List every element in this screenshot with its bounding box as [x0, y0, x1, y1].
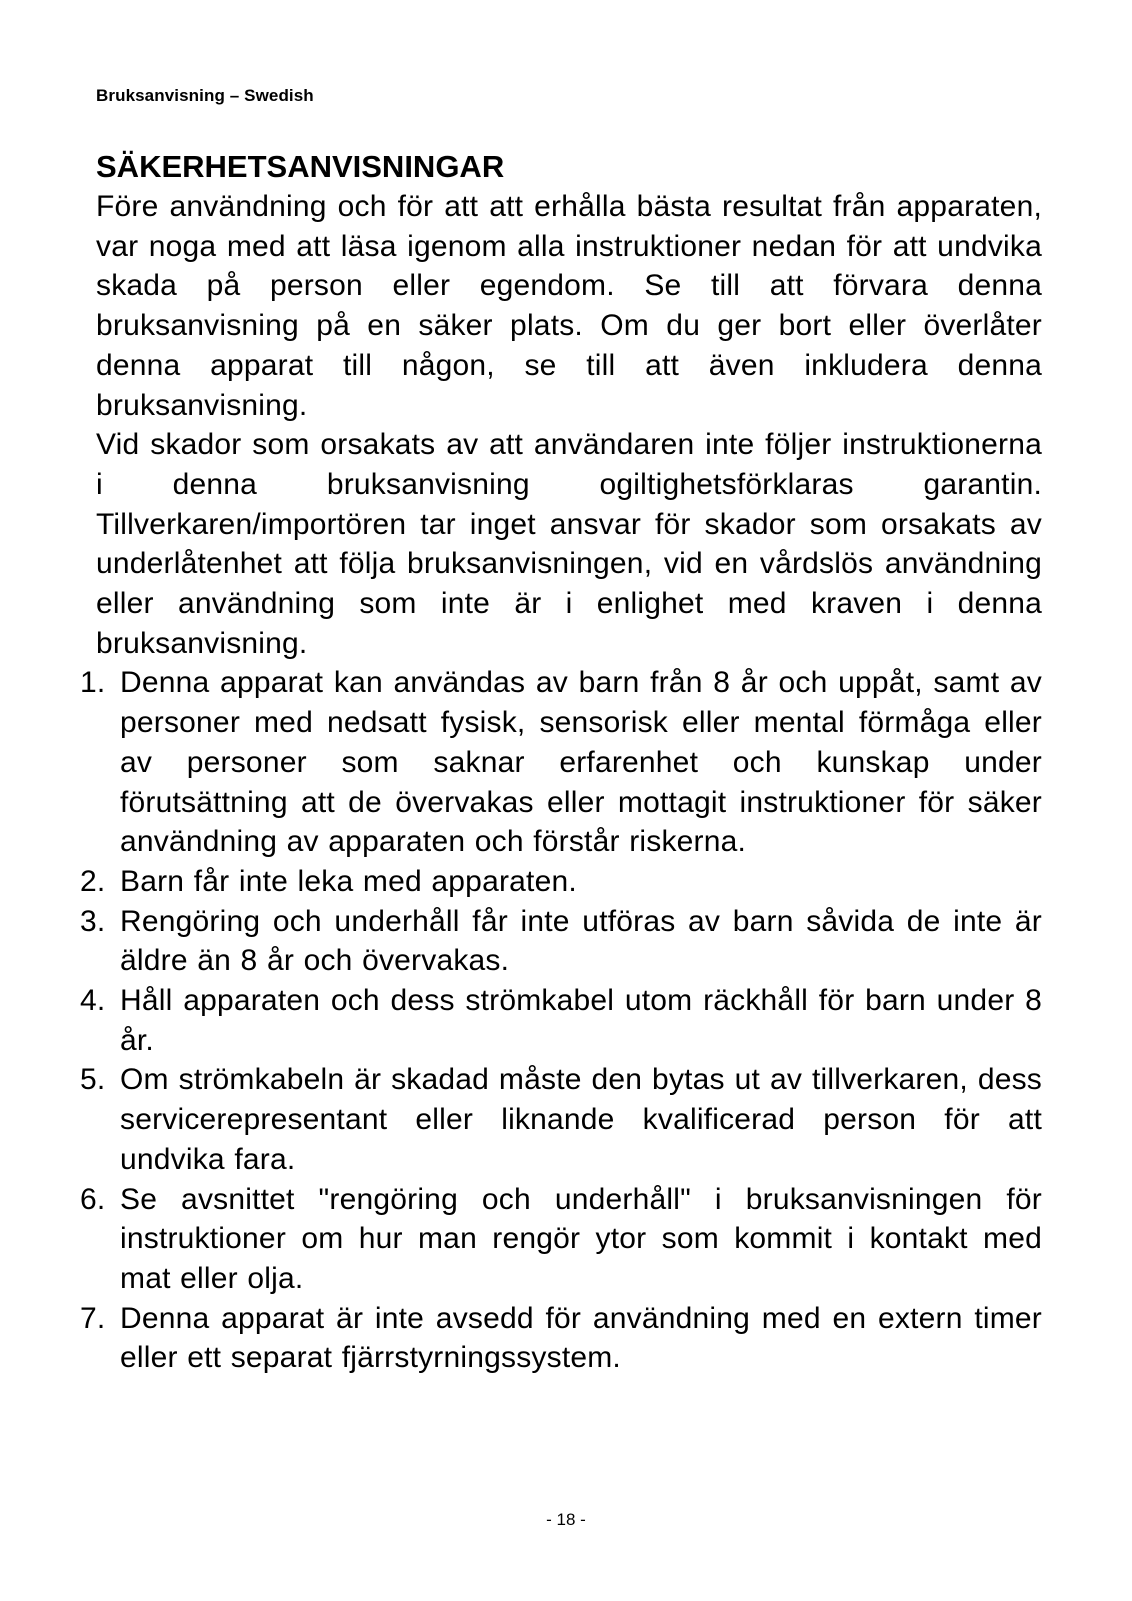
safety-section	[80, 147, 1042, 1378]
list-item-number: 5.	[80, 1063, 106, 1097]
list-item-text: Om strömkabeln är skadad måste den bytas ut av tillverkaren, dess servicerepresentant eller liknande kvalificerad person för att undvika fara.	[120, 1063, 1042, 1176]
list-item-text: Se avsnittet "rengöring och underhåll" i bruksanvisningen för instruktioner om hur man rengör ytor som kommit i kontakt med mat eller olja.	[120, 1182, 1042, 1295]
section-title: SÄKERHETSANVISNINGAR	[96, 149, 505, 184]
warranty-paragraph: Vid skador som orsakats av att användaren inte följer instruktionerna i denna bruksanvisning ogiltighetsförklaras garantin. Tillverkaren/importören tar inget ansvar för skador som orsakats av underlåtenhet att följa bruksanvisningen, vid en vårdslös användning eller användning som inte är i enlighet med kraven i denna bruksanvisning.	[96, 428, 1042, 660]
list-item-number: 3.	[80, 904, 106, 938]
list-item	[80, 862, 1042, 902]
list-item	[80, 663, 1042, 862]
list-item-number: 2.	[80, 864, 106, 898]
list-item-number: 1.	[80, 666, 106, 700]
running-header: Bruksanvisning – Swedish	[96, 86, 314, 105]
list-item-number: 7.	[80, 1301, 106, 1335]
list-item-text: Denna apparat kan användas av barn från 8 år och uppåt, samt av personer med nedsatt fysisk, sensorisk eller mental förmåga eller av personer som saknar erfarenhet och kunskap under förutsättning att de övervakas eller mottagit instruktioner för säker användning av apparaten och förstår riskerna.	[120, 666, 1042, 859]
list-item-number: 6.	[80, 1182, 106, 1216]
list-item	[80, 1180, 1042, 1299]
list-item	[80, 1060, 1042, 1179]
safety-instructions-list	[80, 663, 1042, 1378]
list-item-number: 4.	[80, 984, 106, 1018]
list-item-text: Denna apparat är inte avsedd för användning med en extern timer eller ett separat fjärrstyrningssystem.	[120, 1301, 1042, 1375]
page-number: - 18 -	[546, 1510, 586, 1529]
list-item-text: Håll apparaten och dess strömkabel utom räckhåll för barn under 8 år.	[120, 984, 1042, 1057]
list-item	[80, 1299, 1042, 1378]
list-item-text: Rengöring och underhåll får inte utföras av barn såvida de inte är äldre än 8 år och övervakas.	[120, 904, 1042, 978]
intro-paragraph: Före användning och för att att erhålla bästa resultat från apparaten, var noga med att läsa igenom alla instruktioner nedan för att undvika skada på person eller egendom. Se till att förvara denna bruksanvisning på en säker plats. Om du ger bort eller överlåter denna apparat till någon, se till att även inkludera denna bruksanvisning.	[96, 190, 1042, 422]
list-item	[80, 981, 1042, 1060]
list-item-text: Barn får inte leka med apparaten.	[120, 864, 577, 898]
list-item	[80, 902, 1042, 981]
